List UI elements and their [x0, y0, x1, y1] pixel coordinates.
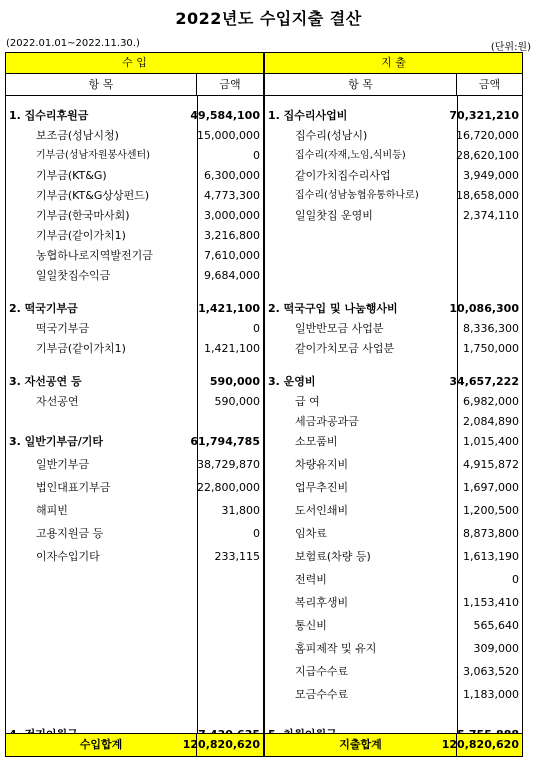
income-row — [6, 226, 263, 246]
item-amount: 2,374,110 — [463, 209, 519, 222]
item-name: 일반반모금 사업분 — [295, 322, 384, 335]
item-name: 2. 떡국구입 및 나눔행사비 — [268, 302, 398, 315]
expense-total-amount: 120,820,620 — [441, 738, 519, 751]
expense-total-label: 지출합계 — [265, 734, 457, 756]
item-name: 도서인쇄비 — [295, 504, 349, 517]
expense-col-amount: 금액 — [478, 78, 501, 91]
page-title: 2022년도 수입지출 결산 — [175, 9, 362, 28]
item-name: 자선공연 — [36, 395, 79, 408]
item-name: 임차료 — [295, 527, 327, 540]
income-column-headers — [6, 74, 263, 96]
item-amount: 3,216,800 — [204, 229, 260, 242]
item-amount: 6,300,000 — [204, 169, 260, 182]
income-row — [6, 246, 263, 266]
expense-total-row — [265, 733, 522, 756]
expense-row — [265, 432, 522, 452]
item-amount: 0 — [253, 322, 260, 335]
item-amount: 4,773,300 — [204, 189, 260, 202]
item-amount: 7,610,000 — [204, 249, 260, 262]
income-row — [6, 501, 263, 521]
item-name: 3. 일반기부금/기타 — [9, 435, 104, 448]
item-name: 소모품비 — [295, 435, 338, 448]
item-amount: 233,115 — [214, 550, 260, 563]
item-amount: 1,015,400 — [463, 435, 519, 448]
item-name: 보조금(성남시청) — [36, 129, 119, 142]
item-name: 일일찻집 운영비 — [295, 209, 373, 222]
item-amount: 10,086,300 — [449, 302, 519, 315]
item-amount: 1,421,100 — [204, 342, 260, 355]
expense-row — [265, 478, 522, 498]
item-name: 1. 집수리후원금 — [9, 109, 89, 122]
item-amount: 1,697,000 — [463, 481, 519, 494]
expense-row — [265, 455, 522, 475]
expense-row — [265, 639, 522, 659]
item-name: 기부금(KT&G) — [36, 169, 107, 182]
item-amount: 3,063,520 — [463, 665, 519, 678]
income-total-label: 수입합계 — [6, 734, 197, 756]
item-amount: 22,800,000 — [197, 481, 260, 494]
income-row — [6, 206, 263, 226]
item-amount: 590,000 — [209, 375, 260, 388]
income-panel — [5, 52, 264, 757]
income-row — [6, 166, 263, 186]
item-amount: 309,000 — [473, 642, 519, 655]
item-name: 복리후생비 — [295, 596, 349, 609]
income-row — [6, 106, 263, 126]
item-name: 지급수수료 — [295, 665, 349, 678]
item-amount: 1,183,000 — [463, 688, 519, 701]
item-amount: 9,684,000 — [204, 269, 260, 282]
item-name: 1. 집수리사업비 — [268, 109, 348, 122]
item-name: 집수리(성남시) — [295, 129, 368, 142]
item-name: 기부금(성남자원봉사센터) — [36, 150, 151, 161]
expense-row — [265, 186, 522, 206]
income-row — [6, 339, 263, 359]
expense-row — [265, 126, 522, 146]
item-name: 세금과공과금 — [295, 415, 359, 428]
item-name: 같이가치모금 사업분 — [295, 342, 395, 355]
income-row — [6, 146, 263, 166]
expense-row — [265, 319, 522, 339]
period-label: (2022.01.01~2022.11.30.) — [6, 38, 140, 49]
item-amount: 1,200,500 — [463, 504, 519, 517]
expense-row — [265, 206, 522, 226]
expense-row — [265, 339, 522, 359]
income-row — [6, 455, 263, 475]
item-name: 농협하나로지역발전기금 — [36, 249, 153, 262]
expense-row — [265, 593, 522, 613]
item-amount: 1,613,190 — [463, 550, 519, 563]
item-amount: 8,873,800 — [463, 527, 519, 540]
item-name: 고용지원금 등 — [36, 527, 104, 540]
item-name: 해피빈 — [36, 504, 68, 517]
income-row — [6, 432, 263, 452]
income-row — [6, 392, 263, 412]
item-amount: 590,000 — [214, 395, 260, 408]
expense-body — [265, 96, 522, 735]
item-amount: 1,153,410 — [463, 596, 519, 609]
item-name: 통신비 — [295, 619, 327, 632]
item-amount: 6,982,000 — [463, 395, 519, 408]
item-amount: 8,336,300 — [463, 322, 519, 335]
unit-label: (단위:원) — [490, 42, 531, 53]
income-col-amount: 금액 — [219, 78, 241, 91]
income-row — [6, 186, 263, 206]
expense-row — [265, 501, 522, 521]
item-name: 업무추진비 — [295, 481, 349, 494]
item-amount: 38,729,870 — [197, 458, 260, 471]
item-amount: 16,720,000 — [456, 129, 519, 142]
income-row — [6, 126, 263, 146]
item-name: 집수리(자재,노임,식비등) — [295, 150, 406, 161]
expense-row — [265, 106, 522, 126]
item-name: 보험료(차량 등) — [295, 550, 371, 563]
income-row — [6, 266, 263, 286]
item-name: 전력비 — [295, 573, 327, 586]
income-total-amount: 120,820,620 — [182, 738, 260, 751]
income-row — [6, 299, 263, 319]
item-amount: 70,321,210 — [449, 109, 519, 122]
income-row — [6, 372, 263, 392]
item-name: 일일찻집수익금 — [36, 269, 111, 282]
income-header: 수 입 — [6, 53, 263, 74]
expense-header: 지 출 — [265, 53, 522, 74]
item-name: 일반기부금 — [36, 458, 90, 471]
item-amount: 34,657,222 — [449, 375, 519, 388]
item-name: 법인대표기부금 — [36, 481, 111, 494]
item-name: 모금수수료 — [295, 688, 349, 701]
income-row — [6, 547, 263, 567]
item-amount: 1,421,100 — [198, 302, 260, 315]
item-name: 급 여 — [295, 395, 320, 408]
expense-row — [265, 412, 522, 432]
item-name: 기부금(한국마사회) — [36, 209, 130, 222]
item-name: 기부금(같이가치1) — [36, 342, 126, 355]
item-name: 이자수입기타 — [36, 550, 100, 563]
item-amount: 31,800 — [221, 504, 260, 517]
income-col-item: 항 목 — [6, 74, 197, 95]
item-amount: 1,750,000 — [463, 342, 519, 355]
income-row — [6, 478, 263, 498]
item-name: 기부금(KT&G상상펀드) — [36, 189, 150, 202]
item-amount: 3,000,000 — [204, 209, 260, 222]
expense-row — [265, 166, 522, 186]
item-amount: 0 — [253, 149, 260, 162]
item-amount: 565,640 — [473, 619, 519, 632]
item-name: 같이가치집수리사업 — [295, 169, 391, 182]
item-name: 떡국기부금 — [36, 322, 90, 335]
item-name: 집수리(성남농협유통하나로) — [295, 190, 419, 201]
income-body — [6, 96, 263, 735]
expense-column-headers — [265, 74, 522, 96]
expense-panel — [264, 52, 523, 757]
item-amount: 61,794,785 — [190, 435, 260, 448]
income-total-row — [6, 733, 263, 756]
item-amount: 28,620,100 — [456, 149, 519, 162]
item-amount: 49,584,100 — [190, 109, 260, 122]
expense-row — [265, 616, 522, 636]
item-amount: 4,915,872 — [463, 458, 519, 471]
item-name: 차량유지비 — [295, 458, 349, 471]
item-amount: 18,658,000 — [456, 189, 519, 202]
expense-row — [265, 570, 522, 590]
expense-row — [265, 685, 522, 705]
item-amount: 15,000,000 — [197, 129, 260, 142]
expense-col-item: 항 목 — [265, 74, 457, 95]
expense-row — [265, 662, 522, 682]
expense-row — [265, 392, 522, 412]
item-amount: 0 — [253, 527, 260, 540]
item-amount: 2,084,890 — [463, 415, 519, 428]
income-row — [6, 524, 263, 544]
expense-row — [265, 299, 522, 319]
item-name: 2. 떡국기부금 — [9, 302, 78, 315]
expense-row — [265, 547, 522, 567]
item-name: 3. 자선공연 등 — [9, 375, 82, 388]
expense-row — [265, 524, 522, 544]
item-amount: 0 — [512, 573, 519, 586]
income-row — [6, 319, 263, 339]
expense-row — [265, 146, 522, 166]
item-name: 기부금(같이가치1) — [36, 229, 126, 242]
item-amount: 3,949,000 — [463, 169, 519, 182]
item-name: 3. 운영비 — [268, 375, 316, 388]
item-name: 홈피제작 및 유지 — [295, 642, 377, 655]
expense-row — [265, 372, 522, 392]
